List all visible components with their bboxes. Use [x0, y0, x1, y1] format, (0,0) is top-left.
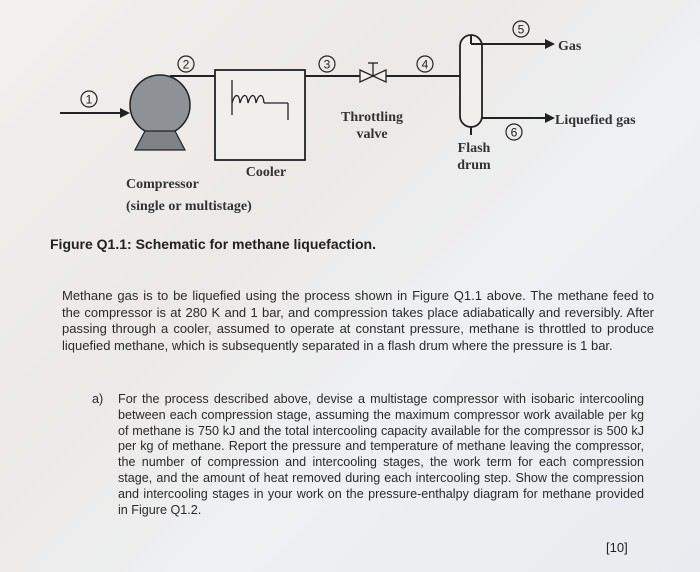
liquefied-gas-label: Liquefied gas — [555, 113, 636, 128]
problem-paragraph: Methane gas is to be liquefied using the process shown in Figure Q1.1 above. The methane feed to the compressor is at 280 K and 1 bar, and compression takes place adiabatically and reversibly. After passing through a cooler, assumed to operate at constant pressure, methane is throttled to produce liquefied methane, which is subsequently separated in a flash drum where the pressure is 1 bar. — [62, 288, 654, 353]
flash-drum — [460, 35, 482, 127]
stream-3-marker — [319, 56, 335, 72]
stream-6-label: 6 — [510, 125, 518, 140]
stream-5-marker — [513, 21, 529, 37]
stream-2-marker — [178, 56, 194, 72]
cooler-box — [215, 70, 305, 160]
stream-3-label: 3 — [323, 57, 331, 72]
flash-label-line2: drum — [457, 158, 491, 173]
stream-2-label: 2 — [182, 57, 190, 72]
flash-label-line1: Flash — [457, 141, 491, 156]
figure-caption: Figure Q1.1: Schematic for methane liquefaction. — [50, 236, 376, 252]
question-a-text: For the process described above, devise a multistage compressor with isobaric intercooling between each compression stage, assuming the maximum compressor work available per kg of methane is 750 kJ and the total intercooling capacity available for the compressor is 500 kJ per kg of methane. Report the pressure and temperature of methane leaving the compressor, the number of compression and intercooling stages, the work term for each compression stage, and the amount of heat removed during each intercooling step. Show the compression and intercooling stages in your work on the pressure-enthalpy diagram for methane provided in Figure Q1.2. — [118, 392, 644, 517]
throttling-valve-icon — [360, 63, 386, 82]
question-a — [92, 392, 644, 518]
stream-6-marker — [506, 124, 522, 140]
stream-1-label: 1 — [85, 92, 93, 107]
gas-label: Gas — [558, 39, 582, 54]
marks-label: [10] — [606, 540, 628, 555]
gas-arrow — [545, 39, 555, 49]
stream-4-marker — [417, 56, 433, 72]
compressor-icon — [130, 75, 190, 150]
liquid-arrow — [545, 113, 555, 123]
process-schematic — [0, 0, 700, 230]
question-a-label: a) — [92, 392, 104, 406]
compressor-label: Compressor — [126, 177, 199, 192]
cooler-label: Cooler — [245, 165, 287, 180]
stream-4-label: 4 — [421, 57, 429, 72]
throttling-label-line1: Throttling — [341, 110, 403, 125]
throttling-label-line2: valve — [356, 127, 388, 142]
compressor-note-label: (single or multistage) — [126, 199, 252, 214]
stream-1-marker — [81, 91, 97, 107]
stream-5-label: 5 — [517, 22, 525, 37]
feed-arrow — [120, 108, 130, 118]
